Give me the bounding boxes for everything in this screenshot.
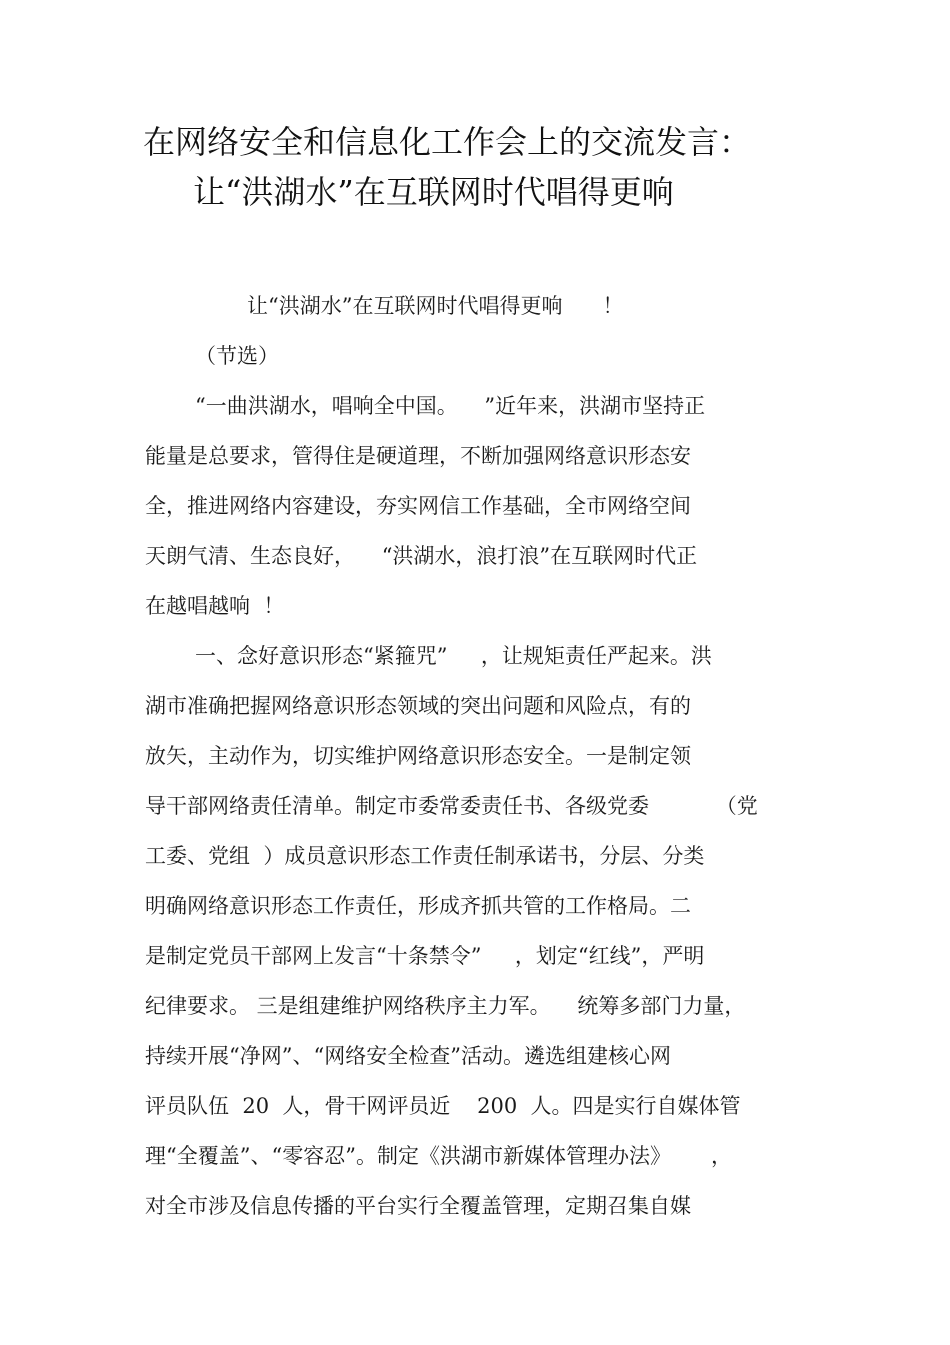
document-title-line-1: 在网络安全和信息化工作会上的交流发言： (143, 123, 752, 161)
body-line: 工委、党组 ）成员意识形态工作责任制承诺书，分层、分类 (145, 844, 705, 868)
body-line: 纪律要求。 三是组建维护网络秩序主力军。 统筹多部门力量， (145, 994, 746, 1018)
body-line: 导干部网络责任清单。制定市委常委责任书、各级党委 （党 (145, 794, 758, 818)
body-line: 明确网络意识形态工作责任，形成齐抓共管的工作格局。二 (145, 894, 691, 918)
body-line: “一曲洪湖水，唱响全中国。 ”近年来，洪湖市坚持正 (195, 394, 706, 418)
excerpt-note: （节选） (195, 344, 279, 368)
body-line: 对全市涉及信息传播的平台实行全覆盖管理，定期召集自媒 (145, 1194, 691, 1218)
body-line: 湖市准确把握网络意识形态领域的突出问题和风险点，有的 (145, 694, 691, 718)
body-line: 持续开展“净网”、“网络安全检查”活动。遴选组建核心网 (145, 1044, 671, 1068)
body-line: 全，推进网络内容建设，夯实网信工作基础，全市网络空间 (145, 494, 691, 518)
body-line: 能量是总要求，管得住是硬道理，不断加强网络意识形态安 (145, 444, 691, 468)
body-line: 是制定党员干部网上发言“十条禁令” ，划定“红线”，严明 (145, 944, 705, 968)
body-line: 放矢，主动作为，切实维护网络意识形态安全。一是制定领 (145, 744, 691, 768)
body-line: 在越唱越响 ！ (145, 594, 285, 618)
document-title-line-2: 让“洪湖水”在互联网时代唱得更响 (193, 173, 674, 211)
body-line: 一、念好意识形态“紧箍咒” ，让规矩责任严起来。洪 (195, 644, 712, 668)
body-line: 理“全覆盖”、“零容忍”。制定《洪湖市新媒体管理办法》 ， (145, 1144, 732, 1168)
body-line: 评员队伍 20 人，骨干网评员近 200 人。四是实行自媒体管 (145, 1094, 741, 1118)
subtitle-line: 让“洪湖水”在互联网时代唱得更响 ！ (247, 294, 624, 318)
body-line: 天朗气清、生态良好， “洪湖水，浪打浪”在互联网时代正 (145, 544, 698, 568)
